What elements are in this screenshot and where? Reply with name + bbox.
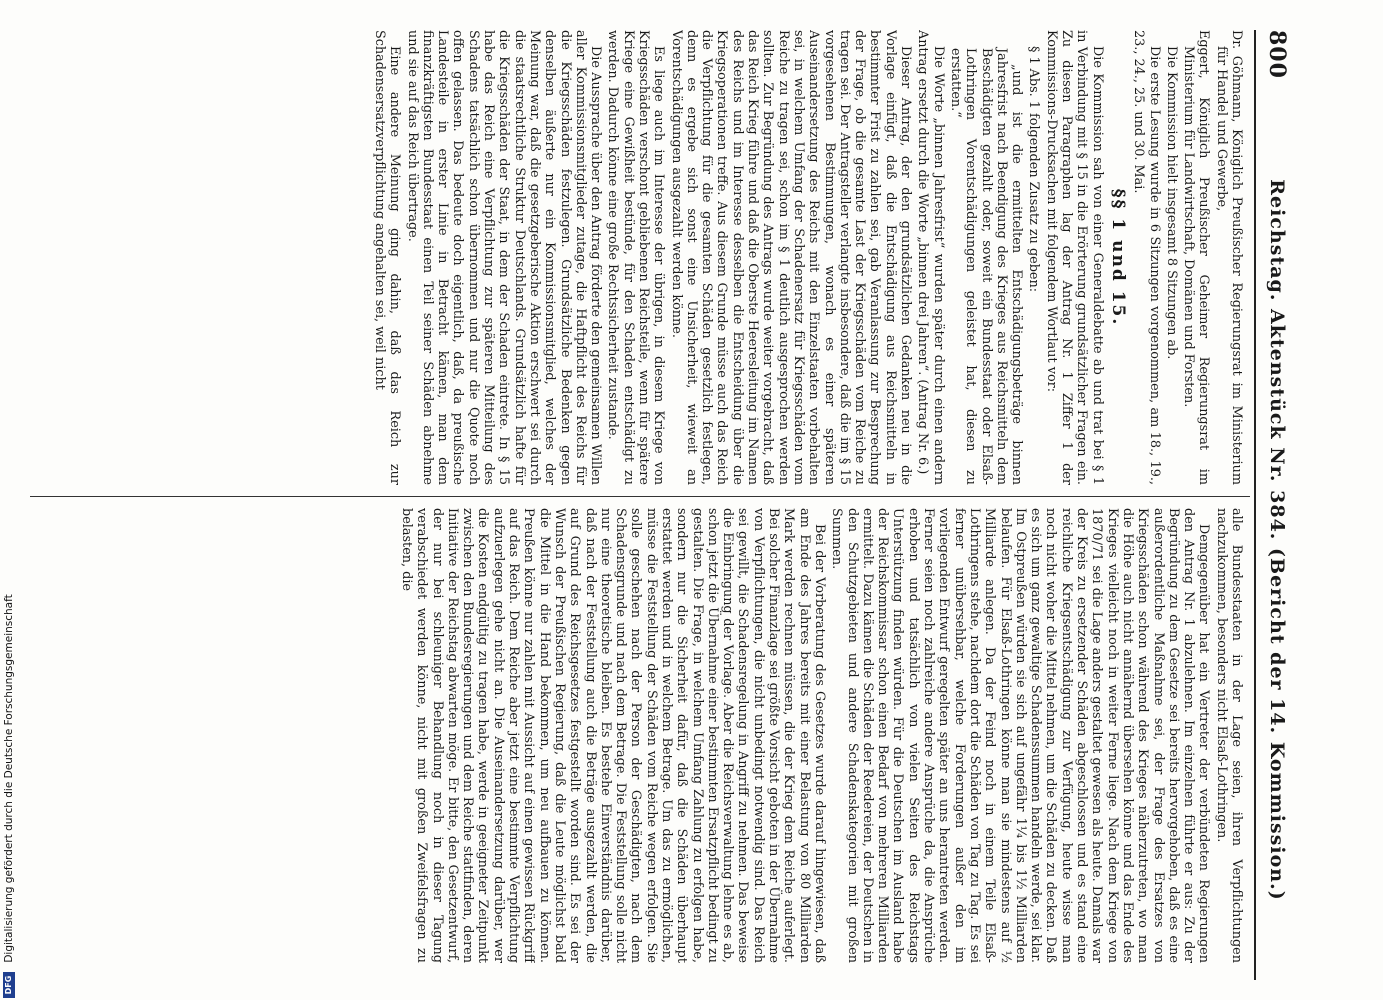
paragraph: Demgegenüber hat ein Vertreter der verbündeten Regierungen den Antrag Nr. 1 abzulehnen. Im einzelnen führte er aus: Zu der Begründung zu dem Gesetze sei bereits hervorgehoben, daß es eine außerordentliche Maßnahme sei, der Frage des Ersatzes von Kriegsschäden schon während des Krieges näherzutreten, wo man die Höhe auch nicht annähernd übersehen könne und das Ende des Krieges vielleicht noch in weiter Ferne liege. Nach dem Kriege von 1870/71 sei die Lage anders gestaltet gewesen als heute. Damals war der Kreis zu ersetzender Schäden abgeschlossen und es stand eine reichliche Kriegsentschädigung zur Verfügung, heute wisse man noch nicht woher die Mittel nehmen, um die Schäden zu decken. Daß es sich um ganz gewaltige Schadenssummen handeln werde, sei klar. Im Ostpreußen würden sie sich auf ungefähr 1¼ bis 1½ Milliarden belaufen. Für Elsaß-Lothringen könne man sie mindestens auf ½ Milliarde anlegen. Da der Feind noch in einem Teile Elsaß-Lothringens stehe, nachdem dort die Schäden von Tag zu Tag. Es sei ferner unübersehbar, welche Forderungen außer den im vorliegenden Entwurf geregelten später an uns herantreten werden. Ferner seien noch zahlreiche andere Ansprüche da, die Ansprüche erhoben und tatsächlich von vielen Seiten des Reichstags Unterstützung finden würden. Für die Deutschen im Ausland habe der Reichskommissar schon einen Bedarf von mehreren Milliarden ermittelt. Dazu kämen die Schäden der Reedereien, der Deutschen in den Schutzgebieten und andere Schadenskategorien mit großen Summen.	[829, 508, 1212, 963]
left-intro-paragraphs	[1131, 30, 1244, 485]
right-body-paragraphs	[399, 508, 1244, 963]
paragraph: § 1 Abs. 1 folgenden Zusatz zu geben:	[1026, 46, 1042, 293]
paragraph: Dieser Antrag, der den grundsätzlichen Gedanken neu in die Vorlage einfügt, daß die Entschädigung aus Reichsmitteln in bestimmter Frist zu zahlen sei, gab Veranlassung zur Besprechung der Frage, ob die gesamte Last der Kriegsschäden vom Reiche zu tragen sei. Der Antragsteller verlangte insbesondere, daß die im § 15 vorgesehenen Bestimmungen, wonach es einer späteren Auseinandersetzung des Reichs mit den Einzelstaaten vorbehalten sei, in welchem Umfang der Schadenersatz für Kriegsschäden vom Reiche zu tragen sei, schon im § 1 deutlich ausgesprochen werden sollten. Zur Begründung des Antrags wurde weiter vorgebracht, daß das Reich Krieg führe und daß die Oberste Heeresleitung im Namen des Reichs und im Interesse desselben die Entscheidung über die Kriegsoperationen treffe. Aus diesem Grunde müsse auch das Reich die Verpflichtung für die gesamten Schäden gesetzlich festlegen, denn es ergebe sich sonst eine Unsicherheit, wieweit an Vorentschädigungen ausgezahlt werden könne.	[668, 30, 914, 485]
paragraph: Eggert, Königlich Preußischer Geheimer Regierungsrat im Ministerium für Landwirtschaft, Domänen und Forsten.	[1181, 30, 1212, 485]
running-title: Reichstag. Aktenstück Nr. 384. (Bericht der 14. Kommission.)	[1266, 179, 1288, 901]
column-divider	[30, 496, 1250, 497]
paragraph: Es liege auch im Interesse der übrigen, in diesem Kriege von Kriegsschäden verschont gebliebenen Reichsteile, wenn für spätere Kriege eine Gewißheit bestünde, für den Schaden entschädigt zu werden. Dadurch könne eine große Rechtssicherheit zustande.	[605, 30, 667, 485]
digitization-footer	[3, 3, 19, 998]
page-number: 800	[1264, 30, 1290, 79]
paragraph: Die erste Lesung wurde in 6 Sitzungen vorgenommen, am 18., 19., 23., 24., 25. und 30. Mai.	[1131, 30, 1162, 485]
paragraph: Die Worte „binnen Jahresfrist“ wurden später durch einen andern Antrag ersetzt durch die Worte „binnen drei Jahren“. (Antrag Nr. 6.)	[915, 30, 946, 485]
paragraph: Bei der Vorberatung des Gesetzes wurde darauf hingewiesen, daß am Ende des Jahres bereits mit einer Belastung von 80 Milliarden Mark werden rechnen müssen, die der Krieg dem Reiche auferlegt. Bei solcher Finanzlage sei größte Vorsicht geboten in der Übernahme von Verpflichtungen, die nicht unbedingt notwendig sind. Das Reich sei gewillt, die Schadensregelung in Angriff zu nehmen. Das beweise die Einbringung der Vorlage. Aber die Reichsverwaltung lehne es ab, schon jetzt die Übernahme einer bestimmten Ersatzpflicht bedingt zu gestalten. Die Frage, in welchem Umfang Zahlung zu erfolgen habe, sondern nur die Sicherheit dafür, daß die Schäden überhaupt erstattet werden und in welchem Betrage. Um das zu ermöglichen, müsse die Feststellung der Schäden vom Reiche wegen erfolgen. Sie solle geschehen nach der Person der Geschädigten, nach dem Schadensgrunde und nach dem Betrage. Die Feststellung solle nicht nur eine theoretische bleiben. Es bestehe Einverständnis darüber, daß nach der Feststellung auch die Beträge ausgezahlt werden, die auf Grund des Reichsgesetzes festgestellt worden sind. Es sei der Wunsch der Preußischen Regierung, daß die Leute möglichst bald die Mittel in die Hand bekommen, um neu aufbauen zu können. Preußen könne nur zahlen mit Aussicht auf einen gewissen Rückgriff auf das Reich. Dem Reiche aber jetzt eine bestimmte Verpflichtung aufzuerlegen gehe nicht an. Die Auseinandersetzung darüber, wer die Kosten endgültig zu tragen habe, werde in geeigneter Zeitpunkt zwischen den Bundesregierungen und dem Reiche stattfinden, deren Initiative der Reichstag abwarten möge. Er bitte, den Gesetzentwurf, der nur bei schleuniger Behandlung noch in dieser Tagung verabschiedet werden könne, nicht mit großen Zweifelsfragen zu belasten, die	[398, 508, 827, 963]
page-header	[1254, 30, 1290, 980]
paragraph: Die Aussprache über den Antrag förderte den gemeinsamen Willen aller Kommissionsmitglieder zutage, die Haftpflicht des Reichs für die Kriegsschäden festzulegen. Grundsätzliche Bedenken gegen denselben äußerte nur ein Kommissionsmitglied, welches der Meinung war, daß die gesetzgeberische Aktion erschwert sei durch die staatsrechtliche Struktur Deutschlands. Grundsätzlich hafte für die Kriegsschäden der Staat, in dem der Schaden eintrete. In § 15 habe das Reich eine Verpflichtung zur späteren Mitteilung des Schadens tatsächlich schon übernommen und nur die Quote noch offen gelassen. Das bedeute doch eigentlich, daß, da preußische Landesteile in erster Linie in Betracht kämen, man dem finanzkräftigsten Bundesstaat einen Teil seiner Schäden abnehme und sie auf das Reich übertrage.	[404, 30, 604, 485]
paragraph: „und ist die ermittelten Entschädigungsbeträge binnen Jahresfrist nach Beendigung des Krieges aus Reichsmitteln dem Beschädigten gezahlt oder, soweit ein Bundesstaat oder Elsaß-Lothringen Vorentschädigungen geleistet hat, diesen zu erstatten.“	[947, 48, 1025, 485]
dfg-logo: DFG	[3, 972, 15, 998]
left-column	[29, 30, 1244, 485]
paragraph: alle Bundesstaaten in der Lage seien, ihren Verpflichtungen nachzukommen, besonders nicht Elsaß-Lothringen.	[1213, 508, 1244, 963]
left-body-paragraphs	[372, 30, 1105, 485]
paragraph: Eine andere Meinung ging dahin, daß das Reich zur Schadensersatzverpflichtung angehalten sei, weil nicht	[371, 30, 403, 485]
paragraph: Die Kommission sah von einer Generaldebatte ab und trat bei § 1 in Verbindung mit § 15 in die Erörterung grundsätzlicher Fragen ein. Zu diesen Paragraphen lag der Antrag Nr. 1 Ziffer 1 der Kommissions-Drucksachen mit folgendem Wortlaut vor:	[1043, 30, 1105, 485]
section-heading: §§ 1 und 15.	[1107, 188, 1128, 327]
paragraph: Die Kommission hielt insgesamt 8 Sitzungen ab.	[1163, 46, 1179, 360]
paragraph: Dr. Göhmann, Königlich Preußischer Regierungsrat im Ministerium für Handel und Gewerbe,	[1213, 30, 1244, 485]
right-column	[29, 508, 1244, 963]
rotated-document-page	[25, 30, 1290, 980]
footer-text: Digitalisierung gefördert durch die Deutsche Forschungsgemeinschaft	[3, 594, 15, 963]
header-rule	[1254, 30, 1256, 980]
